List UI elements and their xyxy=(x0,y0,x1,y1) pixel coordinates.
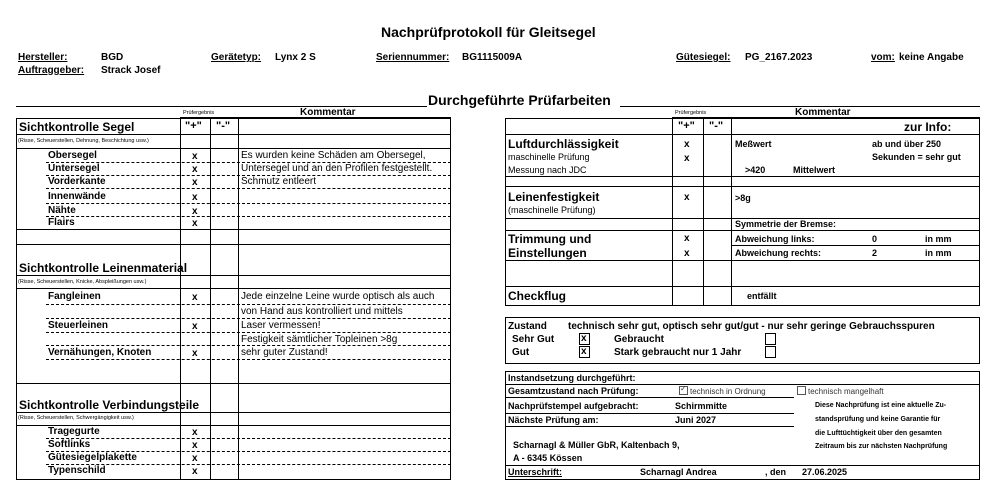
abweichung-rechts-label: Abweichung rechts: xyxy=(735,248,822,258)
gebraucht-checkbox[interactable] xyxy=(765,333,776,345)
leinen-row-label: Vernähungen, Knoten xyxy=(48,347,152,358)
verbindung-row-label: Softlinks xyxy=(48,439,91,450)
leinenfestigkeit-line2: (maschinelle Prüfung) xyxy=(508,205,596,215)
trimmung-title: Trimmung und xyxy=(508,232,592,246)
left-minus-header: "-" xyxy=(216,120,231,132)
seriennummer-label: Seriennummer: xyxy=(376,52,450,63)
check-icon: ✓ xyxy=(680,384,687,393)
leinen-row-label: Fangleinen xyxy=(48,291,101,302)
abweichung-links-unit: in mm xyxy=(925,234,952,244)
trimmung-mark: x xyxy=(684,233,690,244)
segel-row-comment: Untersegel und an den Profilen festgestellt. xyxy=(241,163,433,174)
vom-value: keine Angabe xyxy=(899,52,964,63)
unterschrift-name: Scharnagl Andrea xyxy=(640,467,717,477)
right-pruefergebnis-header: Prüfergebnis xyxy=(675,110,707,116)
segel-row-label: Innenwände xyxy=(48,191,106,202)
segel-row-mark: x xyxy=(192,218,198,229)
segel-title: Sichtkontrolle Segel xyxy=(19,120,135,134)
leinen-row-mark: x xyxy=(192,292,198,303)
leinenfestigkeit-title: Leinenfestigkeit xyxy=(508,190,600,204)
verbindung-row-label: Typenschild xyxy=(48,465,106,476)
technisch-mangelhaft-label: technisch mangelhaft xyxy=(808,387,884,396)
segel-subtitle: (Risse, Scheuerstellen, Dehnung, Beschichtung usw.) xyxy=(18,138,149,144)
naechste-pruefung-value: Juni 2027 xyxy=(675,415,717,425)
leinen-row-mark: x xyxy=(192,321,198,332)
gesamtzustand-label: Gesamtzustand nach Prüfung: xyxy=(508,386,639,396)
firma-line1: Scharnagl & Müller GbR, Kaltenbach 9, xyxy=(513,440,680,450)
hinweis-line: standsprüfung und keine Garantie für xyxy=(815,416,941,423)
leinen-row-label: Steuerleinen xyxy=(48,320,109,331)
abweichung-rechts-value: 2 xyxy=(872,248,878,258)
luft-mark: x xyxy=(684,139,690,150)
hersteller-value: BGD xyxy=(101,52,124,63)
stark-gebraucht-checkbox[interactable] xyxy=(765,346,776,358)
hinweis-line: die Lufttüchtigkeit über den gesamten xyxy=(815,430,942,437)
auftraggeber-value: Strack Josef xyxy=(101,65,161,76)
stark-gebraucht-label: Stark gebraucht nur 1 Jahr xyxy=(614,347,742,358)
verbindung-row-mark: x xyxy=(192,427,198,438)
right-minus-header: "-" xyxy=(709,120,724,132)
luft-info1: ab und über 250 xyxy=(872,139,942,149)
datum-value: 27.06.2025 xyxy=(802,467,848,477)
segel-row-label: Flairs xyxy=(48,217,75,228)
segel-row-mark: x xyxy=(192,206,198,217)
sehr-gut-label: Sehr Gut xyxy=(512,334,555,345)
segel-row-label: Untersegel xyxy=(48,163,100,174)
gut-label: Gut xyxy=(512,347,530,358)
verbindung-row-mark: x xyxy=(192,440,198,451)
unterschrift-label: Unterschrift: xyxy=(508,467,563,477)
den-label: , den xyxy=(765,467,787,477)
leinen-subtitle: (Risse, Scheuerstellen, Knicke, Abspleißungen usw.) xyxy=(18,279,147,285)
gut-mark: x xyxy=(581,346,587,357)
segel-row-mark: x xyxy=(192,177,198,188)
trimmung-mark: x xyxy=(684,248,690,259)
luft-value: >420 xyxy=(745,165,766,175)
vom-label: vom: xyxy=(871,52,895,63)
naechste-pruefung-label: Nächste Prüfung am: xyxy=(508,415,599,425)
segel-row-mark: x xyxy=(192,192,198,203)
zur-info-header: zur Info: xyxy=(904,120,952,134)
left-pruefergebnis-header: Prüfergebnis xyxy=(183,110,215,116)
guetesiegel-label: Gütesiegel: xyxy=(676,52,731,63)
checkflug-title: Checkflug xyxy=(508,289,567,303)
guetesiegel-value: PG_2167.2023 xyxy=(745,52,813,63)
abweichung-links-value: 0 xyxy=(872,234,878,244)
mangelhaft-checkbox[interactable] xyxy=(797,386,806,395)
technisch-ok-label: technisch in Ordnung xyxy=(690,387,766,396)
leinen-row-comment: sehr guter Zustand! xyxy=(241,347,328,358)
verbindung-row-mark: x xyxy=(192,466,198,477)
leinenfestigkeit-value: >8g xyxy=(735,193,751,203)
zustand-label: Zustand xyxy=(508,321,547,332)
geraetetyp-value: Lynx 2 S xyxy=(275,52,316,63)
zustand-description: technisch sehr gut, optisch sehr gut/gut - nur sehr geringe Gebrauchsspuren xyxy=(568,321,935,332)
segel-row-comment: Es wurden keine Schäden am Obersegel, xyxy=(241,150,426,161)
left-kommentar-header: Kommentar xyxy=(300,107,356,118)
page-title: Nachprüfprotokoll für Gleitsegel xyxy=(381,24,596,40)
right-plus-header: "+" xyxy=(678,120,695,132)
leinen-row-comment: Festigkeit sämtlicher Topleinen >8g xyxy=(241,334,398,345)
luft-messwert-label: Meßwert xyxy=(735,139,772,149)
abweichung-links-label: Abweichung links: xyxy=(735,234,815,244)
hersteller-label: Hersteller: xyxy=(18,52,68,63)
luft-info2: Sekunden = sehr gut xyxy=(872,152,961,162)
segel-row-label: Nähte xyxy=(48,205,76,216)
nachpruefstempel-value: Schirmmitte xyxy=(675,401,728,411)
sehr-gut-mark: x xyxy=(581,333,587,344)
hinweis-line: Zeitraum bis zur nächsten Nachprüfung xyxy=(815,443,948,450)
segel-row-mark: x xyxy=(192,151,198,162)
left-plus-header: "+" xyxy=(185,120,202,132)
segel-row-label: Vorderkante xyxy=(48,176,106,187)
gebraucht-label: Gebraucht xyxy=(614,334,665,345)
verbindung-subtitle: (Risse, Scheuerstellen, Schwergängigkeit usw.) xyxy=(18,415,134,421)
luft-mark: x xyxy=(684,153,690,164)
einstellungen-title: Einstellungen xyxy=(508,246,587,260)
segel-row-label: Obersegel xyxy=(48,150,97,161)
section-title: Durchgeführte Prüfarbeiten xyxy=(428,92,611,108)
geraetetyp-label: Gerätetyp: xyxy=(211,52,262,63)
leinenfestigkeit-mark: x xyxy=(684,192,690,203)
segel-row-mark: x xyxy=(192,164,198,175)
verbindung-row-label: Tragegurte xyxy=(48,426,100,437)
luft-line3: Messung nach JDC xyxy=(508,165,587,175)
abweichung-rechts-unit: in mm xyxy=(925,248,952,258)
checkflug-value: entfällt xyxy=(747,291,777,301)
firma-line2: A - 6345 Kössen xyxy=(513,453,583,463)
leinen-row-mark: x xyxy=(192,348,198,359)
segel-row-comment: Schmutz entleert xyxy=(241,176,317,187)
leinen-row-comment: Laser vermessen! xyxy=(241,320,321,331)
leinen-row-comment: von Hand aus kontrolliert und mittels xyxy=(241,306,403,317)
right-kommentar-header: Kommentar xyxy=(795,107,851,118)
symmetrie-label: Symmetrie der Bremse: xyxy=(735,219,837,229)
leinen-row-comment: Jede einzelne Leine wurde optisch als auch xyxy=(241,291,435,302)
luft-line2: maschinelle Prüfung xyxy=(508,152,590,162)
verbindung-row-mark: x xyxy=(192,453,198,464)
leinen-title: Sichtkontrolle Leinenmaterial xyxy=(19,261,188,275)
luft-mittelwert-label: Mittelwert xyxy=(793,165,836,175)
verbindung-title: Sichtkontrolle Verbindungsteile xyxy=(19,398,200,412)
verbindung-row-label: Gütesiegelplakette xyxy=(48,452,137,463)
auftraggeber-label: Auftraggeber: xyxy=(18,65,85,76)
nachpruefstempel-label: Nachprüfstempel aufgebracht: xyxy=(508,401,639,411)
hinweis-line: Diese Nachprüfung ist eine aktuelle Zu- xyxy=(815,402,947,409)
seriennummer-value: BG1115009A xyxy=(462,52,523,63)
instandsetzung-label: Instandsetzung durchgeführt: xyxy=(508,373,636,383)
luft-title: Luftdurchlässigkeit xyxy=(508,137,619,151)
